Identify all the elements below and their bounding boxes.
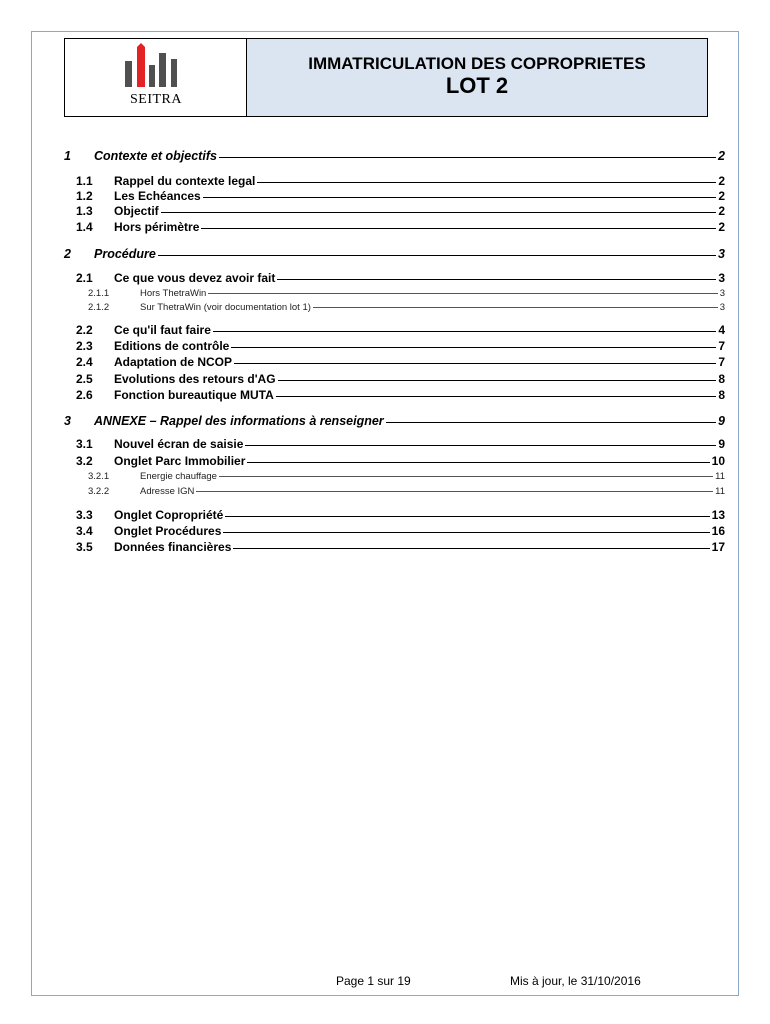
toc-entry-number: 1.1 bbox=[76, 174, 93, 188]
toc-leader-line bbox=[276, 396, 717, 397]
toc-entry[interactable] bbox=[60, 323, 725, 337]
toc-entry-title: Sur ThetraWin (voir documentation lot 1) bbox=[140, 302, 311, 313]
toc-entry-number: 3.4 bbox=[76, 524, 93, 538]
toc-entry-page: 2 bbox=[718, 189, 725, 203]
toc-leader-line bbox=[196, 491, 713, 492]
toc-entry[interactable] bbox=[60, 486, 725, 497]
toc-leader-line bbox=[278, 380, 717, 381]
toc-entry-number: 2.2 bbox=[76, 323, 93, 337]
toc-entry-title: Ce que vous devez avoir fait bbox=[114, 271, 276, 285]
toc-entry[interactable] bbox=[60, 471, 725, 482]
toc-entry[interactable] bbox=[60, 339, 725, 353]
toc-entry[interactable] bbox=[60, 271, 725, 285]
toc-entry[interactable] bbox=[60, 355, 725, 369]
toc-entry-title: Contexte et objectifs bbox=[94, 149, 217, 163]
toc-entry-number: 3.3 bbox=[76, 508, 93, 522]
toc-entry-page: 16 bbox=[711, 524, 725, 538]
toc-entry-number: 1 bbox=[64, 149, 71, 163]
toc-entry-title: Adaptation de NCOP bbox=[114, 355, 233, 369]
toc-leader-line bbox=[161, 212, 717, 213]
toc-entry-page: 3 bbox=[719, 288, 725, 299]
footer-update-date: Mis à jour, le 31/10/2016 bbox=[510, 974, 641, 988]
toc-entry-title: Données financières bbox=[114, 540, 232, 554]
toc-entry[interactable] bbox=[60, 372, 725, 386]
toc-entry-page: 2 bbox=[718, 220, 725, 234]
toc-entry[interactable] bbox=[60, 149, 725, 163]
toc-leader-line bbox=[234, 363, 716, 364]
toc-entry-number: 3.5 bbox=[76, 540, 93, 554]
toc-leader-line bbox=[277, 279, 716, 280]
toc-leader-line bbox=[233, 548, 709, 549]
toc-entry-title: Fonction bureautique MUTA bbox=[114, 388, 274, 402]
toc-leader-line bbox=[247, 462, 709, 463]
toc-leader-line bbox=[225, 516, 709, 517]
toc-entry-title: Onglet Procédures bbox=[114, 524, 222, 538]
toc-entry-title: Nouvel écran de saisie bbox=[114, 437, 244, 451]
toc-entry-number: 3 bbox=[64, 414, 71, 428]
toc-entry-number: 1.2 bbox=[76, 189, 93, 203]
logo-text: SEITRA bbox=[130, 92, 182, 107]
toc-leader-line bbox=[203, 197, 717, 198]
toc-entry[interactable] bbox=[60, 437, 725, 451]
toc-entry-number: 3.2.2 bbox=[88, 486, 110, 497]
toc-entry-number: 2.1.1 bbox=[88, 288, 110, 299]
toc-entry[interactable] bbox=[60, 508, 725, 522]
toc-leader-line bbox=[223, 532, 709, 533]
toc-leader-line bbox=[219, 476, 713, 477]
toc-entry[interactable] bbox=[60, 524, 725, 538]
toc-entry-number: 3.2.1 bbox=[88, 471, 110, 482]
toc-leader-line bbox=[313, 307, 718, 308]
toc-entry-page: 8 bbox=[718, 372, 725, 386]
toc-entry-number: 1.3 bbox=[76, 204, 93, 218]
toc-entry-page: 17 bbox=[711, 540, 725, 554]
toc-entry-title: Editions de contrôle bbox=[114, 339, 230, 353]
toc-entry-number: 2.1.2 bbox=[88, 302, 110, 313]
footer-page-number: Page 1 sur 19 bbox=[336, 974, 411, 988]
toc-entry[interactable] bbox=[60, 302, 725, 313]
toc-entry[interactable] bbox=[60, 204, 725, 218]
toc-entry-number: 2.6 bbox=[76, 388, 93, 402]
toc-entry-number: 2.1 bbox=[76, 271, 93, 285]
toc-leader-line bbox=[201, 228, 716, 229]
toc-entry-title: Energie chauffage bbox=[140, 471, 217, 482]
toc-leader-line bbox=[158, 255, 716, 256]
toc-entry-number: 1.4 bbox=[76, 220, 93, 234]
toc-entry-title: Rappel du contexte legal bbox=[114, 174, 256, 188]
toc-entry-title: Onglet Parc Immobilier bbox=[114, 454, 246, 468]
toc-entry-number: 2.3 bbox=[76, 339, 93, 353]
toc-entry-page: 7 bbox=[718, 355, 725, 369]
toc-entry-page: 10 bbox=[711, 454, 725, 468]
toc-entry-title: Hors ThetraWin bbox=[140, 288, 207, 299]
toc-entry-title: Evolutions des retours d'AG bbox=[114, 372, 276, 386]
toc-entry-number: 2.5 bbox=[76, 372, 93, 386]
toc-entry-title: Hors périmètre bbox=[114, 220, 200, 234]
toc-entry[interactable] bbox=[60, 388, 725, 402]
toc-leader-line bbox=[245, 445, 716, 446]
toc-entry-number: 2.4 bbox=[76, 355, 93, 369]
toc-entry-number: 2 bbox=[64, 247, 71, 261]
toc-leader-line bbox=[386, 422, 716, 423]
toc-entry-page: 3 bbox=[718, 271, 725, 285]
toc-entry-title: Les Echéances bbox=[114, 189, 201, 203]
toc-leader-line bbox=[219, 157, 716, 158]
toc-entry-title: Ce qu'il faut faire bbox=[114, 323, 211, 337]
toc-entry-page: 2 bbox=[718, 149, 725, 163]
toc-entry[interactable] bbox=[60, 414, 725, 428]
toc-entry-title: Adresse IGN bbox=[140, 486, 195, 497]
toc-entry-page: 2 bbox=[718, 204, 725, 218]
toc-entry-page: 2 bbox=[718, 174, 725, 188]
toc-entry[interactable] bbox=[60, 247, 725, 261]
toc-entry-page: 11 bbox=[715, 486, 725, 497]
toc-entry-title: ANNEXE – Rappel des informations à renseigner bbox=[94, 414, 384, 428]
toc-entry-title: Procédure bbox=[94, 247, 156, 261]
toc-entry[interactable] bbox=[60, 540, 725, 554]
toc-entry-page: 7 bbox=[718, 339, 725, 353]
toc-entry-page: 9 bbox=[718, 414, 725, 428]
toc-entry[interactable] bbox=[60, 454, 725, 468]
document-subtitle: LOT 2 bbox=[445, 73, 509, 98]
toc-entry-title: Objectif bbox=[114, 204, 159, 218]
toc-entry[interactable] bbox=[60, 220, 725, 234]
toc-entry[interactable] bbox=[60, 189, 725, 203]
toc-leader-line bbox=[257, 182, 716, 183]
toc-leader-line bbox=[208, 293, 717, 294]
toc-entry-page: 8 bbox=[718, 388, 725, 402]
toc-entry-number: 3.2 bbox=[76, 454, 93, 468]
toc-entry-page: 3 bbox=[719, 302, 725, 313]
toc-entry[interactable] bbox=[60, 174, 725, 188]
document-title: IMMATRICULATION DES COPROPRIETES bbox=[308, 54, 646, 73]
toc-entry-page: 13 bbox=[711, 508, 725, 522]
toc-leader-line bbox=[231, 347, 716, 348]
toc-entry-page: 3 bbox=[718, 247, 725, 261]
toc-entry-page: 4 bbox=[718, 323, 725, 337]
toc-leader-line bbox=[213, 331, 716, 332]
toc-entry[interactable] bbox=[60, 288, 725, 299]
toc-entry-page: 9 bbox=[718, 437, 725, 451]
toc-entry-page: 11 bbox=[715, 471, 725, 482]
toc-entry-title: Onglet Copropriété bbox=[114, 508, 224, 522]
toc-entry-number: 3.1 bbox=[76, 437, 93, 451]
